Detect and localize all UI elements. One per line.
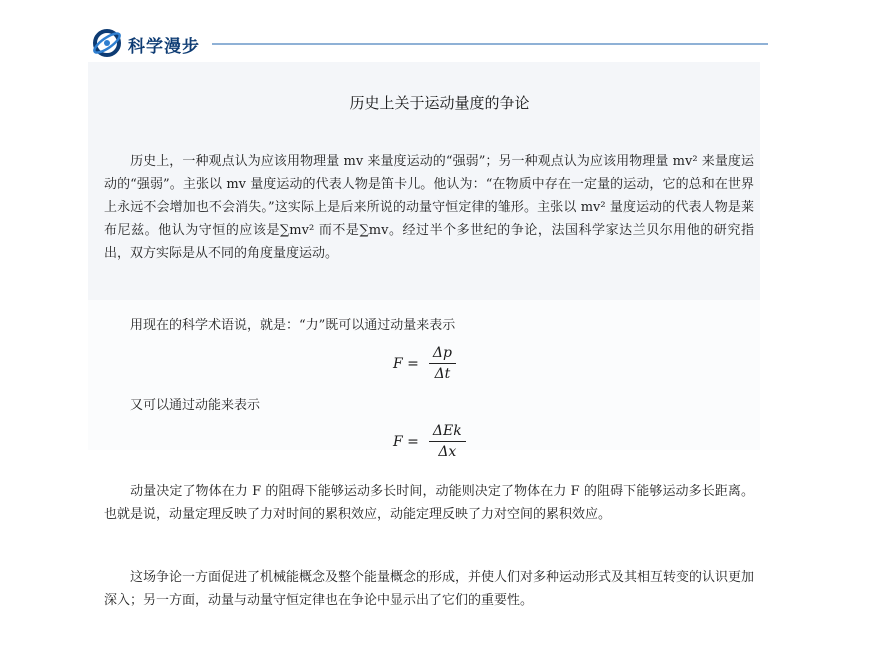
header-bar [92,28,772,60]
paragraph-2 [104,314,754,337]
paragraph-3 [104,394,754,417]
formula-1-fraction [429,345,456,382]
formula-1-denominator: Δt [434,366,451,382]
formula-2-lhs: F = [393,433,419,450]
header-divider [212,43,768,45]
paragraph-5 [104,566,754,612]
science-orbit-icon [92,28,122,58]
kinetic-energy-formula [393,423,466,460]
paragraph-4 [104,480,754,526]
paragraph-4-text: 动量决定了物体在力 F 的阻碍下能够运动多长时间，动能则决定了物体在力 F 的阻碍下能够运动多长距离。也就是说，动量定理反映了力对时间的累积效应，动能定理反映了力对空间的累积效应。 [104,484,754,522]
article-title: 历史上关于运动量度的争论 [349,94,530,112]
paragraph-1-text: 历史上，一种观点认为应该用物理量 mv 来量度运动的“强弱”；另一种观点认为应该用物理量 mv² 来量度运动的“强弱”。主张以 mv 量度运动的代表人物是笛卡儿。他认为：“在物质中存在一定量的运动，它的总和在世界上永远不会增加也不会消失。”这实际上是后来所说的动量守恒定律的雏形。主张以 mv² 量度运动的代表人物是莱布尼兹。他认为守恒的应该是∑mv² 而不是∑mv。经过半个多世纪的争论，法国科学家达兰贝尔用他的研究指出，双方实际是从不同的角度量度运动。 [104,154,754,261]
paragraph-5-text: 这场争论一方面促进了机械能概念及整个能量概念的形成，并使人们对多种运动形式及其相互转变的认识更加深入；另一方面，动量与动量守恒定律也在争论中显示出了它们的重要性。 [104,570,755,608]
paragraph-2-text: 用现在的科学术语说，就是：“力”既可以通过动量来表示 [130,318,456,333]
paragraph-1 [104,150,754,265]
momentum-formula [393,345,456,382]
formula-1-numerator: Δp [429,345,456,364]
brand-label: 科学漫步 [128,37,200,57]
formula-2-fraction [429,423,466,460]
formula-2-numerator: ΔEk [429,423,466,442]
formula-1-lhs: F = [393,355,419,372]
paragraph-3-text: 又可以通过动能来表示 [130,398,261,413]
formula-2-denominator: Δx [438,444,457,460]
